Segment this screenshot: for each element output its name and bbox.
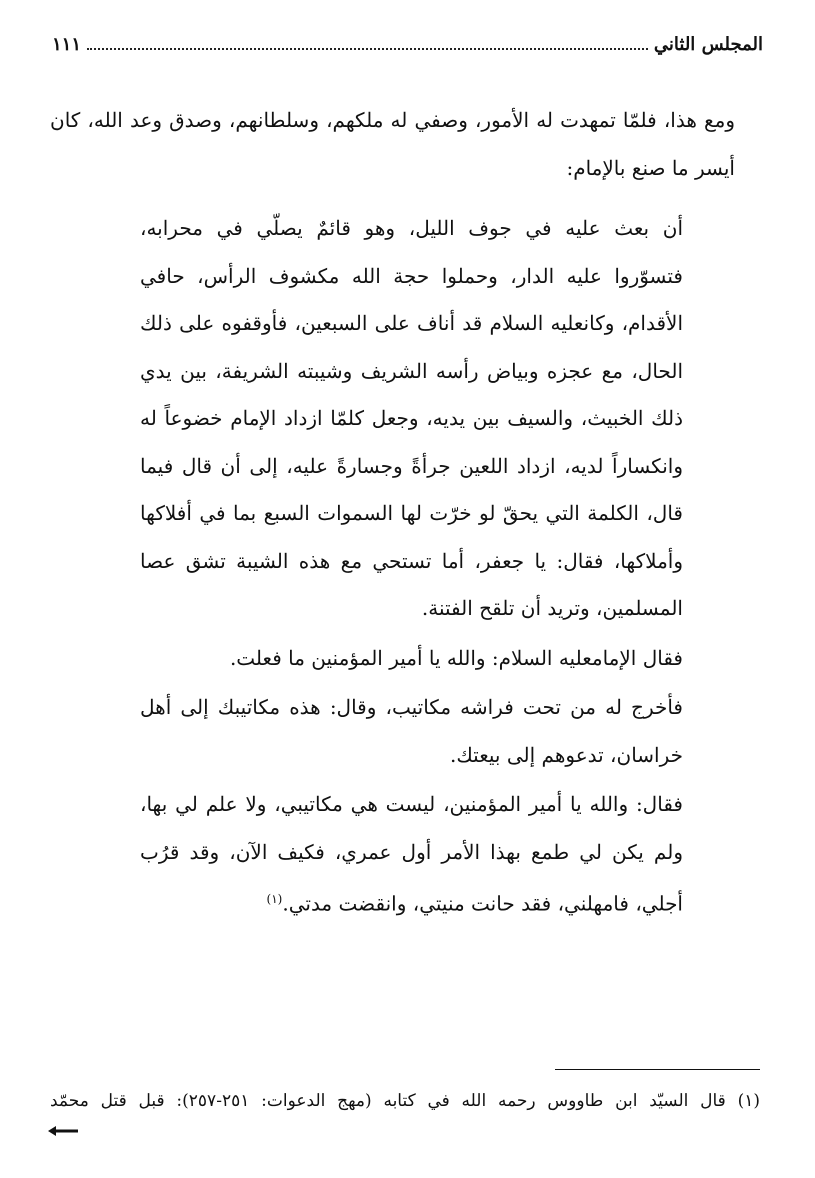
page-number: ١١١ (52, 34, 82, 55)
leader-dots (87, 30, 648, 50)
narration-paragraph-4-text: فقال: والله يا أمير المؤمنين، ليست هي مكاتيبي، ولا علم لي بها، ولم يكن لي طمع بهذا الأمر أول عمري، فكيف الآن، وقد قرُب أجلي، فامهلني، فقد حانت منيتي، وانقضت مدتي. (140, 792, 683, 916)
intro-paragraph: ومع هذا، فلمّا تمهدت له الأمور، وصفي له ملكهم، وسلطانهم، وصدق وعد الله، كان أيسر ما صنع بالإمام: (50, 108, 735, 180)
arrow-left-icon (48, 1124, 78, 1138)
footnote: (١) قال السيّد ابن طاووس رحمه الله في كتابه (مهج الدعوات: ٢٥١-٢٥٧): قبل قتل محمّد (50, 1091, 760, 1111)
footnote-marker: (١) (266, 892, 283, 906)
chapter-title: المجلس الثاني (653, 34, 763, 55)
narration-paragraph-4 (140, 781, 683, 928)
quoted-narration (140, 205, 683, 928)
running-header (52, 30, 763, 62)
narration-paragraph-2: فقال الإمامعليه السلام: والله يا أمير المؤمنين ما فعلت. (229, 645, 683, 670)
narration-paragraph-3: فأخرج له من تحت فراشه مكاتيب، وقال: هذه مكاتيبك إلى أهل خراسان، تدعوهم إلى بيعتك. (140, 695, 683, 767)
footnote-separator (555, 1069, 760, 1070)
narration-paragraph-1: أن بعث عليه في جوف الليل، وهو قائمٌ يصلّي في محرابه، فتسوّروا عليه الدار، وحملوا حجة الله مكشوف الرأس، حافي الأقدام، وكانعليه السلام قد أناف على السبعين، فأوقفوه على ذلك الحال، مع عجزه وبياض رأسه الشريف وشيبته الشريفة، بين يدي ذلك الخبيث، والسيف بين يديه، وجعل كلمّا ازداد الإمام خضوعاً له وانكساراً لديه، ازداد اللعين جرأةً وجسارةً عليه، إلى أن قال فيما قال، الكلمة التي يحقّ لو خرّت لها السموات السبع بما في أفلاكها وأملاكها، فقال: يا جعفر، أما تستحي مع هذه الشيبة تشق عصا المسلمين، وتريد أن تلقح الفتنة. (140, 216, 683, 620)
